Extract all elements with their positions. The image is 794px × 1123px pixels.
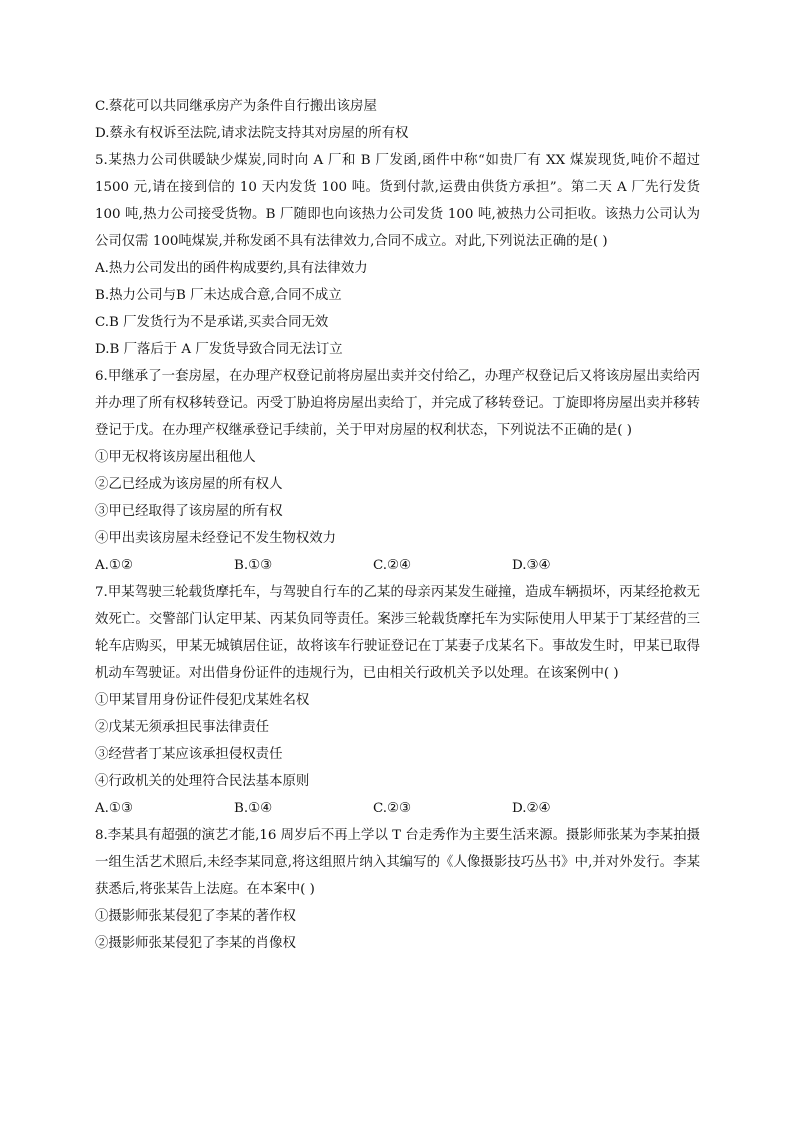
q7-item-2: ②戊某无须承担民事法律责任: [95, 720, 270, 735]
exam-page: [95, 93, 700, 957]
q8-stem: 8.李某具有超强的演艺才能,16 周岁后不再上学以 T 台走秀作为主要生活来源。摄影师张某为李某拍摄一组生活艺术照后,未经李某同意,将这组照片纳入其编写的《人像摄影技巧丛书》中,并对外发行。李某获悉后,将张某告上法庭。在本案中( ): [95, 828, 700, 897]
q7-choice-a: A.①③: [95, 801, 133, 816]
q7-item-4: ④行政机关的处理符合民法基本原则: [95, 774, 310, 789]
q5-option-b: B.热力公司与B 厂未达成合意,合同不成立: [95, 288, 342, 303]
q7-stem: 7.甲某驾驶三轮载货摩托车，与驾驶自行车的乙某的母亲丙某发生碰撞，造成车辆损坏，丙某经抢救无效死亡。交警部门认定甲某、丙某负同等责任。案涉三轮载货摩托车为实际使用人甲某于丁某经营的三轮车店购买，甲某无城镇居住证，故将该车行驶证登记在丁某妻子戊某名下。事故发生时，甲某已取得机动车驾驶证。对出借身份证件的违规行为，已由相关行政机关予以处理。在该案例中( ): [95, 585, 700, 681]
q7-choice-d: D.②④: [512, 801, 551, 816]
q7-choice-c: C.②③: [373, 801, 412, 816]
q6-item-3: ③甲已经取得了该房屋的所有权: [95, 504, 283, 519]
q6-choices: [95, 552, 700, 579]
q7-item-1: ①甲某冒用身份证件侵犯戊某姓名权: [95, 693, 310, 708]
q6-choice-b: B.①③: [234, 558, 273, 573]
q6-item-4: ④甲出卖该房屋未经登记不发生物权效力: [95, 531, 337, 546]
q6-choice-d: D.③④: [512, 558, 551, 573]
q5-option-c: C.B 厂发货行为不是承诺,买卖合同无效: [95, 315, 329, 330]
q6-choice-a: A.①②: [95, 558, 133, 573]
q7-choice-b: B.①④: [234, 801, 273, 816]
q5-stem: 5.某热力公司供暖缺少煤炭,同时向 A 厂和 B 厂发函,函件中称“如贵厂有 XX 煤炭现货,吨价不超过 1500 元,请在接到信的 10 天内发货 100 吨。货到付款,运费由供货方承担”。第二天 A 厂先行发货 100 吨,热力公司接受货物。B 厂随即也向该热力公司发货 100 吨,被热力公司拒收。该热力公司认为公司仅需 100吨煤炭,并称发函不具有法律效力,合同不成立。对此,下列说法正确的是( ): [95, 153, 700, 249]
q4-option-c: C.蔡花可以共同继承房产为条件自行搬出该房屋: [95, 99, 377, 114]
q4-option-d: D.蔡永有权诉至法院,请求法院支持其对房屋的所有权: [95, 126, 409, 141]
q6-item-2: ②乙已经成为该房屋的所有权人: [95, 477, 283, 492]
q6-stem: 6.甲继承了一套房屋，在办理产权登记前将房屋出卖并交付给乙，办理产权登记后又将该房屋出卖给丙并办理了所有权移转登记。丙受丁胁迫将房屋出卖给丁，并完成了移转登记。丁旋即将房屋出卖并移转登记于戊。在办理产权继承登记手续前，关于甲对房屋的权利状态，下列说法不正确的是( ): [95, 369, 700, 438]
q5-option-a: A.热力公司发出的函件构成要约,具有法律效力: [95, 261, 368, 276]
q7-item-3: ③经营者丁某应该承担侵权责任: [95, 747, 283, 762]
q7-choices: [95, 795, 700, 822]
q8-item-1: ①摄影师张某侵犯了李某的著作权: [95, 909, 296, 924]
q6-choice-c: C.②④: [373, 558, 412, 573]
q6-item-1: ①甲无权将该房屋出租他人: [95, 450, 256, 465]
q5-option-d: D.B 厂落后于 A 厂发货导致合同无法订立: [95, 342, 343, 357]
q8-item-2: ②摄影师张某侵犯了李某的肖像权: [95, 936, 296, 951]
